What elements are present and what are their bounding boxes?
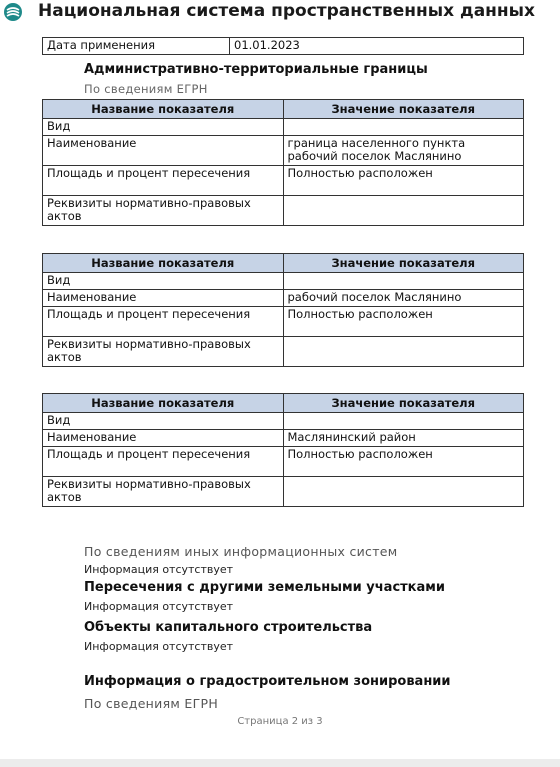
row-label: Вид	[43, 413, 284, 430]
zoning-subtitle: По сведениям ЕГРН	[84, 696, 219, 711]
date-value: 01.01.2023	[230, 38, 524, 55]
row-label: Наименование	[43, 290, 284, 307]
table-row	[43, 477, 524, 507]
table-row	[43, 337, 524, 367]
row-label: Площадь и процент пересечения	[43, 447, 284, 477]
other-systems-info: Информация отсутствует	[84, 563, 234, 576]
table-row	[43, 166, 524, 196]
row-label: Наименование	[43, 136, 284, 166]
row-label: Реквизиты нормативно-правовых актов	[43, 196, 284, 226]
page-number: Страница 2 из 3	[237, 716, 323, 727]
table-row	[43, 119, 524, 136]
capital-objects-title: Объекты капитального строительства	[84, 620, 373, 635]
table-row	[43, 273, 524, 290]
row-value	[283, 413, 524, 430]
row-label: Площадь и процент пересечения	[43, 166, 284, 196]
other-systems-subtitle: По сведениям иных информационных систем	[84, 544, 398, 559]
intersections-title: Пересечения с другими земельными участками	[84, 580, 446, 595]
indicators-table-2	[42, 253, 524, 367]
row-value	[283, 196, 524, 226]
date-label: Дата применения	[43, 38, 230, 55]
indicators-table-1	[42, 99, 524, 226]
row-value	[283, 477, 524, 507]
section-subtitle-egrn: По сведениям ЕГРН	[84, 82, 208, 96]
table-row	[43, 290, 524, 307]
table-row	[43, 38, 524, 55]
header-name: Название показателя	[43, 394, 284, 413]
header-value: Значение показателя	[283, 394, 524, 413]
header-name: Название показателя	[43, 254, 284, 273]
row-label: Реквизиты нормативно-правовых актов	[43, 337, 284, 367]
row-value: Полностью расположен	[283, 447, 524, 477]
row-label: Площадь и процент пересечения	[43, 307, 284, 337]
row-label: Реквизиты нормативно-правовых актов	[43, 477, 284, 507]
row-value	[283, 119, 524, 136]
table-row	[43, 136, 524, 166]
table-row	[43, 196, 524, 226]
row-label: Вид	[43, 119, 284, 136]
row-value: рабочий поселок Маслянино	[283, 290, 524, 307]
table-row	[43, 413, 524, 430]
capital-objects-info: Информация отсутствует	[84, 640, 234, 653]
table-row	[43, 430, 524, 447]
intersections-info: Информация отсутствует	[84, 600, 234, 613]
row-value	[283, 337, 524, 367]
document-title: Национальная система пространственных данных	[38, 1, 536, 21]
section-title-admin-borders: Административно-территориальные границы	[84, 62, 428, 77]
header-value: Значение показателя	[283, 254, 524, 273]
indicators-table-3	[42, 393, 524, 507]
nspd-logo-icon	[3, 2, 23, 22]
row-value: Полностью расположен	[283, 307, 524, 337]
header-value: Значение показателя	[283, 100, 524, 119]
bottom-scroll-bar[interactable]	[0, 759, 560, 767]
table-row	[43, 307, 524, 337]
row-label: Вид	[43, 273, 284, 290]
document-header	[0, 0, 560, 24]
row-label: Наименование	[43, 430, 284, 447]
table-row	[43, 447, 524, 477]
row-value: Маслянинский район	[283, 430, 524, 447]
application-date-table	[42, 37, 524, 55]
header-name: Название показателя	[43, 100, 284, 119]
row-value: Полностью расположен	[283, 166, 524, 196]
row-value: граница населенного пункта рабочий поселок Маслянино	[283, 136, 524, 166]
row-value	[283, 273, 524, 290]
zoning-title: Информация о градостроительном зонировании	[84, 674, 451, 689]
